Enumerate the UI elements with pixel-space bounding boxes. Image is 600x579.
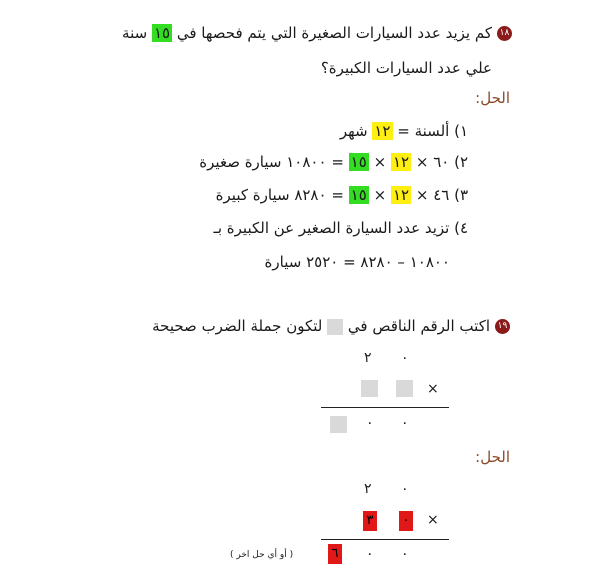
solution-step-2 [199, 153, 468, 171]
blank-box[interactable] [396, 380, 413, 397]
step-text: شهر [339, 122, 368, 140]
digit-top-ones: ٠ [401, 350, 409, 366]
result-line [321, 539, 449, 540]
times-sign: × [373, 186, 387, 204]
solution-step-1 [340, 122, 468, 140]
step-text: ١) ألسنة = [397, 122, 468, 140]
question-number-badge: ١٨ [497, 26, 512, 41]
times-sign: × [373, 153, 387, 171]
highlight-green: ١٥ [350, 186, 367, 204]
highlight-yellow: ١٢ [392, 186, 410, 204]
blank-box[interactable] [330, 416, 347, 433]
digit-top-tens: ٢ [364, 350, 372, 366]
solution-label-2: الحل: [475, 448, 510, 466]
step-text: = ٨٢٨٠ سيارة كبيرة [215, 186, 344, 204]
highlight-yellow: ١٢ [374, 122, 391, 140]
digit-result-tens: ٠ [366, 415, 374, 431]
filled-box-tens: ٣ [363, 511, 377, 531]
times-sign: × [427, 512, 439, 528]
solution-label: الحل: [475, 89, 510, 107]
question-19 [152, 317, 510, 335]
alternative-note: ( أو أي حل اخر ) [230, 550, 294, 560]
filled-box-ones: ٠ [399, 511, 413, 531]
solution-step-3 [216, 186, 468, 204]
question-18 [122, 24, 512, 42]
question-text-end: سنة [122, 24, 148, 42]
digit-result-tens: ٠ [366, 546, 374, 562]
times-sign: × [427, 381, 439, 397]
digit-top-tens: ٢ [364, 481, 372, 497]
blank-box[interactable] [361, 380, 378, 397]
question-text-end: لتكون جملة الضرب صحيحة [152, 317, 323, 335]
step-text: ٢) ٦٠ × [415, 153, 468, 171]
filled-box-hundreds: ٦ [328, 544, 342, 564]
step-text: ٣) ٤٦ × [415, 186, 468, 204]
digit-top-ones: ٠ [401, 481, 409, 497]
digit-result-ones: ٠ [401, 415, 409, 431]
blank-box-icon [327, 319, 343, 335]
highlight-green: ١٥ [153, 24, 171, 42]
solution-step-5: ١٠٨٠٠ – ٨٢٨٠ = ٢٥٢٠ سيارة [264, 253, 450, 271]
result-line [321, 407, 449, 408]
highlight-yellow: ١٢ [392, 153, 410, 171]
digit-result-ones: ٠ [401, 546, 409, 562]
solution-step-4: ٤) تزيد عدد السيارة الصغير عن الكبيرة بـ [213, 219, 468, 237]
step-text: = ١٠٨٠٠ سيارة صغيرة [199, 153, 344, 171]
question-18-line2: علي عدد السيارات الكبيرة؟ [320, 59, 492, 77]
question-number-badge: ١٩ [495, 319, 510, 334]
question-text: اكتب الرقم الناقص في [347, 317, 490, 335]
question-text: كم يزيد عدد السيارات الصغيرة التي يتم فحصها في [176, 24, 492, 42]
highlight-green: ١٥ [350, 153, 367, 171]
